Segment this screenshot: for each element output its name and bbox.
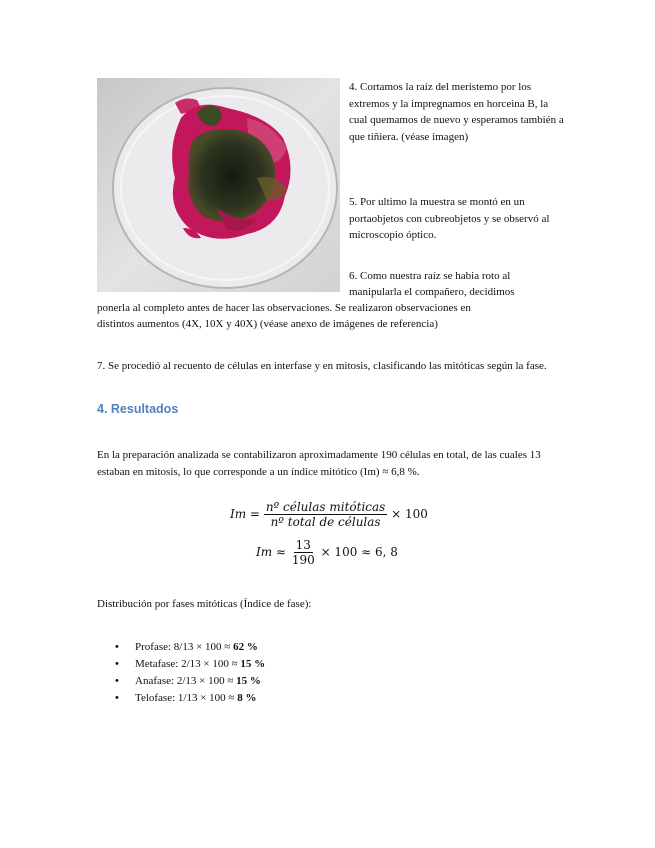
phase-result: 62 % xyxy=(233,641,258,653)
formula-mitotic-index xyxy=(230,500,428,529)
formula-1-numerator: nº células mitóticas xyxy=(265,500,386,514)
phase-result: 15 % xyxy=(236,675,261,687)
formula-2-rhs: × 100 ≈ 6, 8 xyxy=(320,545,398,559)
distribution-label: Distribución por fases mitóticas (Índice de fase): xyxy=(97,598,312,610)
phase-calc: Telofase: 1/13 × 100 ≈ xyxy=(135,692,235,704)
section-heading: 4. Resultados xyxy=(97,402,179,416)
phase-calc: Metafase: 2/13 × 100 ≈ xyxy=(135,658,238,670)
step-6-line-4: distintos aumentos (4X, 10X y 40X) (véase anexo de imágenes de referencia) xyxy=(97,318,438,330)
step-7-text: 7. Se procedió al recuento de células en interfase y en mitosis, clasificando las mitóticas según la fase. xyxy=(97,360,547,372)
phase-result: 15 % xyxy=(240,658,266,670)
formula-1-lhs: Im = xyxy=(230,507,260,521)
step-6-line-3: ponerla al completo antes de hacer las observaciones. Se realizaron observaciones en xyxy=(97,302,471,314)
list-item-telofase xyxy=(115,690,265,707)
formula-2-numerator: 13 xyxy=(295,538,311,552)
list-item-anafase xyxy=(115,673,265,690)
petri-dish-photo xyxy=(97,78,340,292)
formula-1-fraction xyxy=(264,500,388,529)
step-5-text: 5. Por ultimo la muestra se montó en un portaobjetos con cubreobjetos y se observó al microscopio óptico. xyxy=(349,196,550,241)
list-item-profase xyxy=(115,639,265,656)
step-6-line-2: manipularla el compañero, decidimos xyxy=(349,286,515,298)
formula-mitotic-index-result xyxy=(256,538,398,567)
formula-1-denominator: nº total de células xyxy=(270,515,381,529)
phase-calc: Profase: 8/13 × 100 ≈ xyxy=(135,641,231,653)
step-4-text: 4. Cortamos la raíz del meristemo por los extremos y la impregnamos en horceina B, la cual quemamos de nuevo y esperamos también a que tiñiera. (véase imagen) xyxy=(349,81,564,143)
formula-2-lhs: Im ≈ xyxy=(256,545,286,559)
formula-2-denominator: 190 xyxy=(291,553,315,567)
phase-calc: Anafase: 2/13 × 100 ≈ xyxy=(135,675,234,687)
formula-2-fraction xyxy=(290,538,317,567)
phase-list xyxy=(115,639,265,707)
results-paragraph: En la preparación analizada se contabilizaron aproximadamente 190 células en total, de las cuales 13 estaban en mitosis, lo que corresponde a un índice mitótico (Im) ≈ 6,8 %. xyxy=(97,449,541,478)
list-item-metafase xyxy=(115,656,265,673)
phase-result: 8 % xyxy=(237,692,257,704)
formula-1-factor: × 100 xyxy=(391,507,428,521)
step-6-line-1: 6. Como nuestra raíz se habia roto al xyxy=(349,270,511,282)
